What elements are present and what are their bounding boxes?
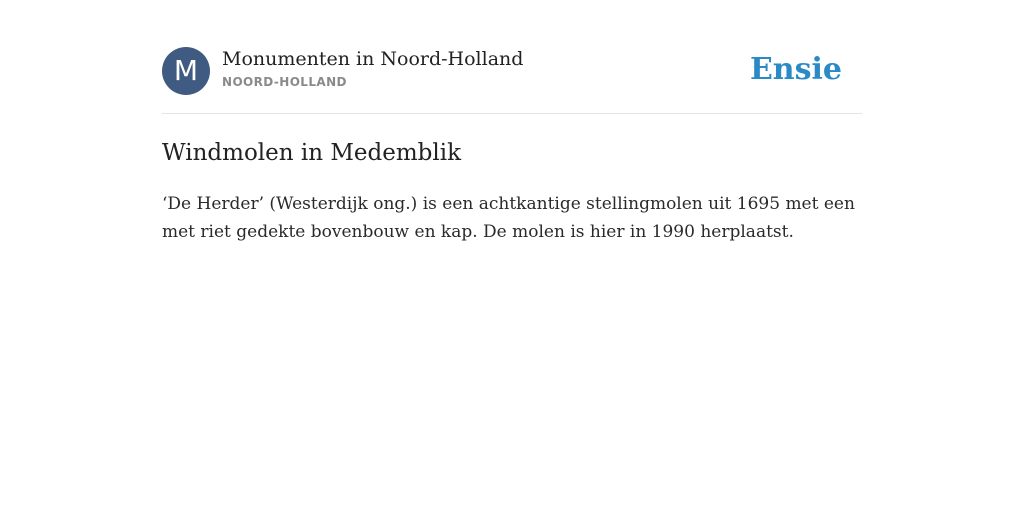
collection-subtitle: NOORD-HOLLAND — [222, 75, 347, 89]
ensie-logo[interactable]: Ensie — [749, 52, 842, 87]
avatar[interactable]: M — [162, 47, 210, 95]
entry-text: ‘De Herder’ (Westerdijk ong.) is een achtkantige stellingmolen uit 1695 met een met riet gedekte bovenbouw en kap. De molen is hier in 1990 herplaatst. — [162, 194, 855, 242]
entry-title: Windmolen in Medemblik — [162, 140, 462, 166]
collection-title[interactable]: Monumenten in Noord-Holland — [222, 48, 524, 70]
collection-header — [162, 47, 862, 114]
